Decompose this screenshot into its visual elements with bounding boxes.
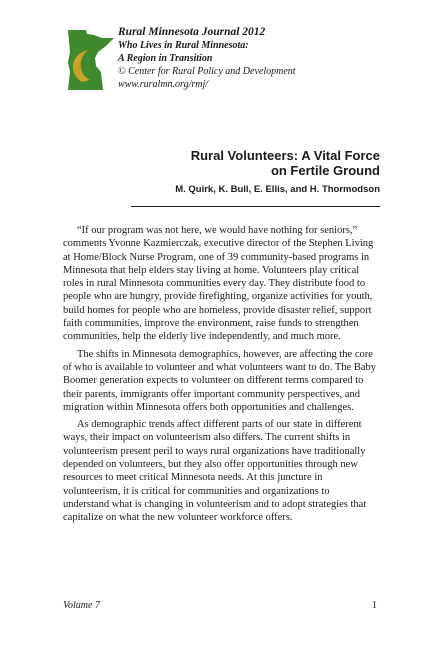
page-number: 1 <box>372 600 377 611</box>
minnesota-map-logo <box>64 28 116 92</box>
article-title-line-2: on Fertile Ground <box>270 163 380 178</box>
paragraph-1: “If our program was not here, we would have nothing for seniors,” comments Yvonne Kazmierczak, executive director of the Stephen Living at Home/Block Nurse Program, one of 39 community-based programs in Minnesota that help elders stay living at home. Volunteers play critical roles in rural Minnesota communities every day. They distribute food to people who are hungry, provide firefighting, organize activities for youth, build homes for people who are homeless, provide disaster relief, support faith communities, improve the environment, raise funds to strengthen communities, help the elderly live independently, and much more. <box>63 225 374 343</box>
paragraph-2: The shifts in Minnesota demographics, however, are affecting the core of who is available to volunteer and what volunteers want to do. The Baby Boomer generation expects to volunteer on different terms compared to their parents, immigrants offer important community perspectives, and migration within Minnesota offers both opportunities and challenges. <box>63 348 376 413</box>
paragraph-3: As demographic trends affect different parts of our state in different ways, their impact on volunteerism also differs. The current shifts in volunteerism present peril to ways rural organizations have traditionally depended on volunteers, but they also offer opportunities through new resources to meet critical Minnesota needs. At this juncture in volunteerism, it is critical for communities and organizations to understand what is changing in volunteerism and to adopt strategies that capitalize on what the new volunteer workforce offers. <box>63 419 367 524</box>
journal-url: www.ruralmn.org/rmj/ <box>118 79 209 90</box>
journal-title: Rural Minnesota Journal 2012 <box>118 26 266 38</box>
journal-info <box>118 26 418 91</box>
article-body <box>63 224 378 529</box>
copyright: © Center for Rural Policy and Development <box>118 66 296 77</box>
article-title-line-1: Rural Volunteers: A Vital Force <box>190 148 380 163</box>
title-divider <box>131 206 380 207</box>
article-authors: M. Quirk, K. Bull, E. Ellis, and H. Thormodson <box>175 184 380 195</box>
volume-label: Volume 7 <box>63 600 100 611</box>
issue-theme-line-2: A Region in Transition <box>118 53 213 64</box>
issue-theme-line-1: Who Lives in Rural Minnesota: <box>118 40 249 51</box>
